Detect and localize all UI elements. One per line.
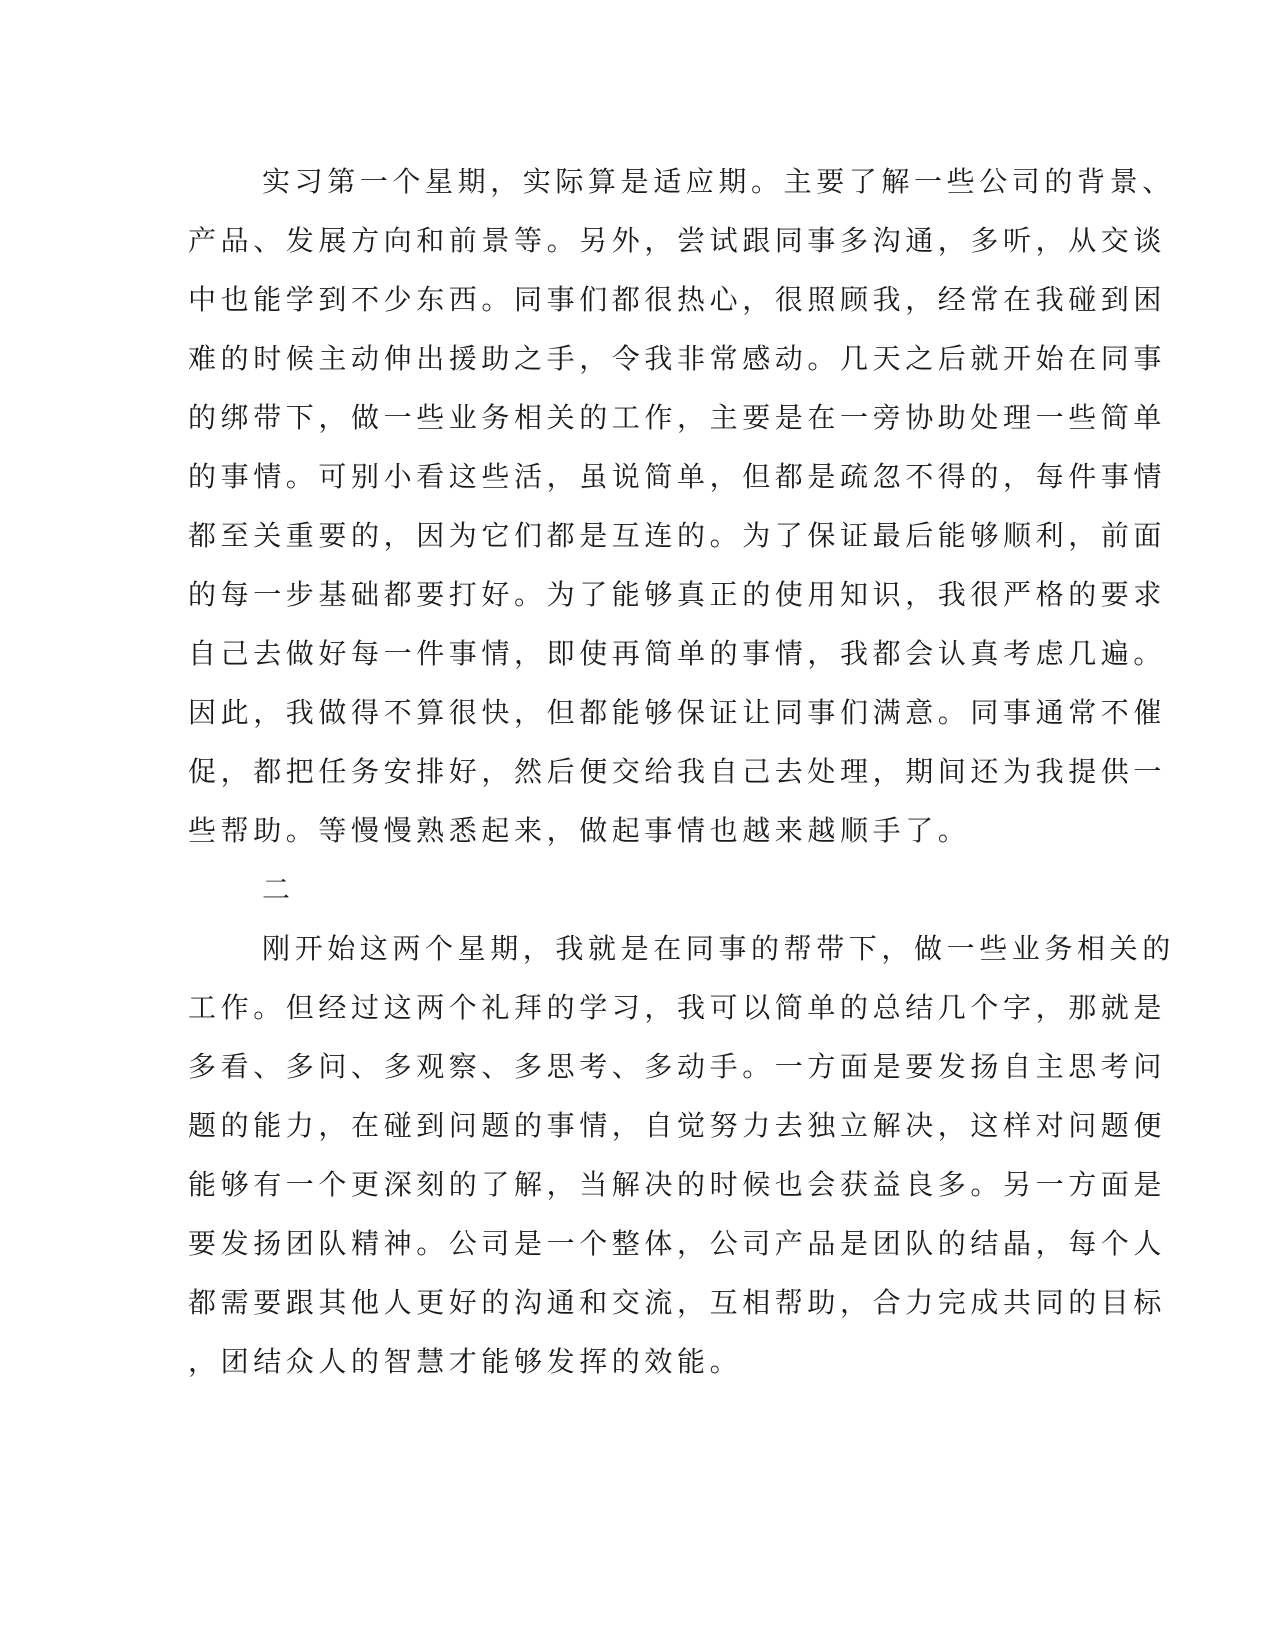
paragraph-1-line-10: 因此，我做得不算很快，但都能够保证让同事们满意。同事通常不催 — [188, 696, 1167, 729]
paragraph-2-line-3: 多看、多问、多观察、多思考、多动手。一方面是要发扬自主思考问 — [188, 1050, 1167, 1083]
paragraph-2-line-8: ，团结众人的智慧才能够发挥的效能。 — [188, 1345, 743, 1378]
paragraph-1-line-2: 产品、发展方向和前景等。另外，尝试跟同事多沟通，多听，从交谈 — [188, 224, 1167, 257]
paragraph-1-line-7: 都至关重要的，因为它们都是互连的。为了保证最后能够顺利，前面 — [188, 519, 1167, 552]
paragraph-2-line-2: 工作。但经过这两个礼拜的学习，我可以简单的总结几个字，那就是 — [188, 991, 1167, 1024]
paragraph-2-line-4: 题的能力，在碰到问题的事情，自觉努力去独立解决，这样对问题便 — [188, 1109, 1167, 1142]
section-heading: 二 — [262, 873, 295, 906]
paragraph-2-line-7: 都需要跟其他人更好的沟通和交流，互相帮助，合力完成共同的目标 — [188, 1286, 1167, 1319]
paragraph-1-line-6: 的事情。可别小看这些活，虽说简单，但都是疏忽不得的，每件事情 — [188, 460, 1167, 493]
paragraph-1-line-8: 的每一步基础都要打好。为了能够真正的使用知识，我很严格的要求 — [188, 578, 1167, 611]
paragraph-1-line-3: 中也能学到不少东西。同事们都很热心，很照顾我，经常在我碰到困 — [188, 283, 1167, 316]
paragraph-1-line-1: 实习第一个星期，实际算是适应期。主要了解一些公司的背景、 — [262, 165, 1175, 198]
paragraph-2-line-1: 刚开始这两个星期，我就是在同事的帮带下，做一些业务相关的 — [262, 932, 1175, 965]
paragraph-1-line-11: 促，都把任务安排好，然后便交给我自己去处理，期间还为我提供一 — [188, 755, 1167, 788]
paragraph-2-line-6: 要发扬团队精神。公司是一个整体，公司产品是团队的结晶，每个人 — [188, 1227, 1167, 1260]
paragraph-1-line-5: 的绑带下，做一些业务相关的工作，主要是在一旁协助处理一些简单 — [188, 401, 1167, 434]
paragraph-1-line-9: 自己去做好每一件事情，即使再简单的事情，我都会认真考虑几遍。 — [188, 637, 1167, 670]
paragraph-2-line-5: 能够有一个更深刻的了解，当解决的时候也会获益良多。另一方面是 — [188, 1168, 1167, 1201]
paragraph-1-line-4: 难的时候主动伸出援助之手，令我非常感动。几天之后就开始在同事 — [188, 342, 1167, 375]
paragraph-1-line-12: 些帮助。等慢慢熟悉起来，做起事情也越来越顺手了。 — [188, 814, 971, 847]
